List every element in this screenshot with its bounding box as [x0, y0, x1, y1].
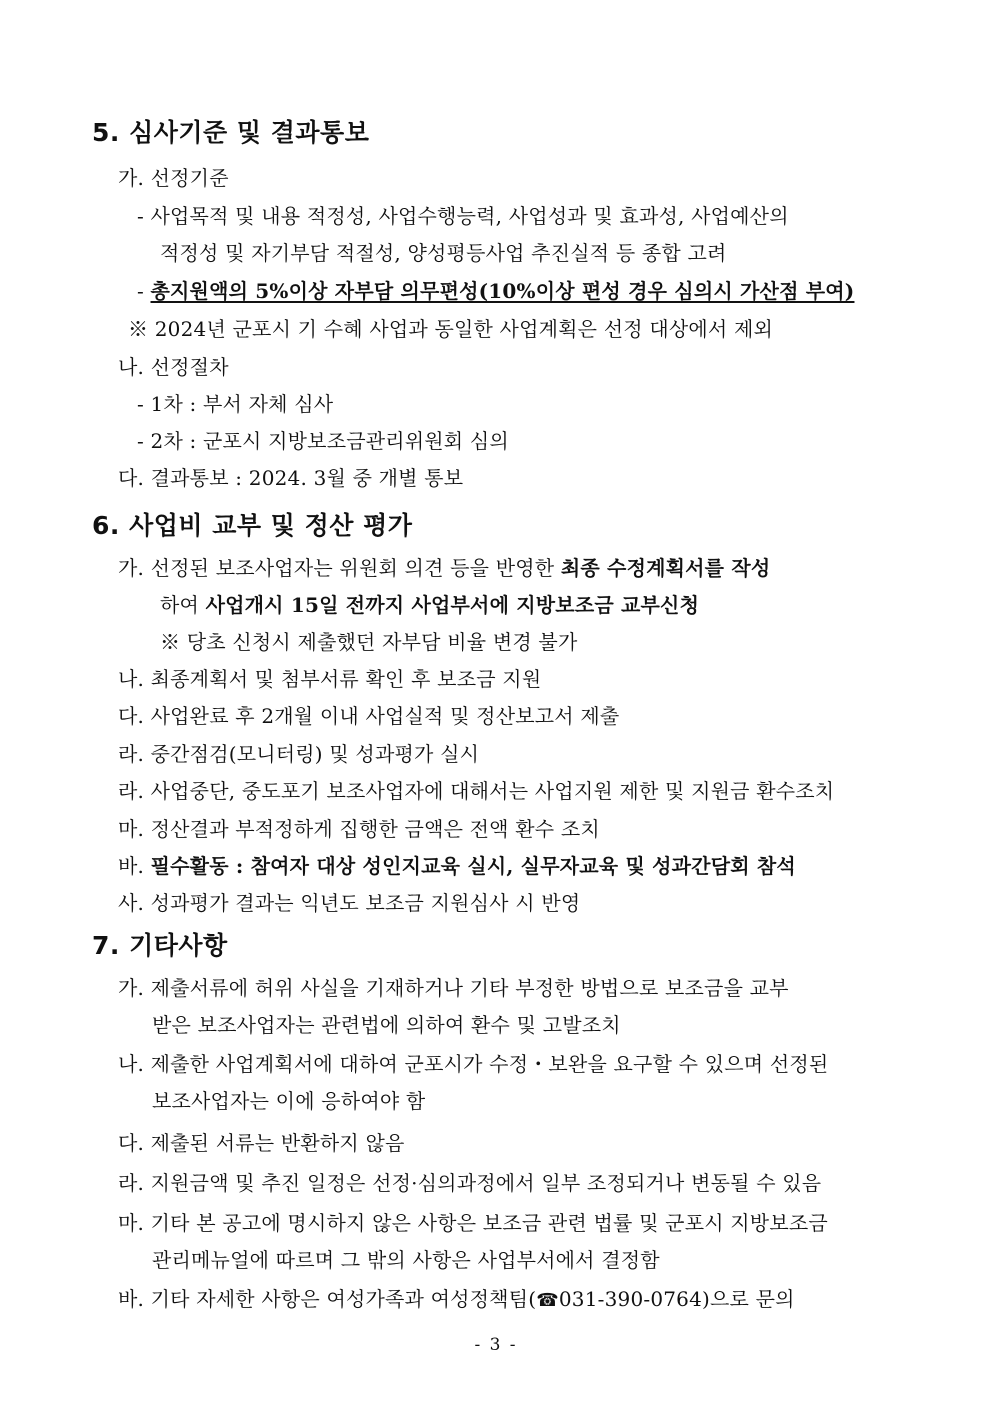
s5-item-ga: 가. 선정기준: [118, 166, 229, 190]
s5-item-na: 나. 선정절차: [118, 355, 229, 379]
s6-ga-text: 가. 선정된 보조사업자는 위원회 의견 등을 반영한: [118, 556, 561, 580]
s7-item-ma-line2: 관리메뉴얼에 따르며 그 밖의 사항은 사업부서에서 결정함: [152, 1248, 660, 1272]
s6-ga-emphasis2: 사업개시 15일 전까지 사업부서에 지방보조금 교부신청: [205, 593, 700, 617]
s7-item-ba: [118, 1283, 795, 1312]
s6-ba-marker: 바.: [118, 854, 151, 878]
s6-item-na: 나. 최종계획서 및 첨부서류 확인 후 보조금 지원: [118, 667, 542, 691]
s6-item-ga-line1: [118, 552, 770, 581]
s5-na-dash2: - 2차 : 군포시 지방보조금관리위원회 심의: [137, 429, 509, 453]
s7-item-ma-line1: 마. 기타 본 공고에 명시하지 않은 사항은 보조금 관련 법률 및 군포시 지방보조금: [118, 1211, 828, 1235]
s7-item-na-line1: 나. 제출한 사업계획서에 대하여 군포시가 수정・보완을 요구할 수 있으며 선정된: [118, 1052, 829, 1076]
s6-ga-note: ※ 당초 신청시 제출했던 자부담 비율 변경 불가: [160, 630, 578, 654]
section-5-heading: 5. 심사기준 및 결과통보: [92, 118, 370, 147]
s5-ga-dash2-emphasis: 총지원액의 5%이상 자부담 의무편성(10%이상 편성 경우 심의시 가산점 부여): [150, 279, 855, 303]
s6-ga-text2: 하여: [160, 593, 206, 617]
s6-item-ba: [118, 850, 796, 879]
s7-item-ga-line2: 받은 보조사업자는 관련법에 의하여 환수 및 고발조치: [152, 1013, 621, 1037]
s7-ba-text: 바. 기타 자세한 사항은 여성가족과 여성정책팀(: [118, 1287, 537, 1311]
s6-ga-emphasis: 최종 수정계획서를 작성: [560, 556, 771, 580]
s5-ga-dash1-line2: 적정성 및 자기부담 적절성, 양성평등사업 추진실적 등 종합 고려: [160, 241, 727, 265]
s6-item-da: 다. 사업완료 후 2개월 이내 사업실적 및 정산보고서 제출: [118, 704, 620, 728]
s6-item-ga-line2: [160, 589, 699, 618]
s7-item-ra: 라. 지원금액 및 추진 일정은 선정·심의과정에서 일부 조정되거나 변동될 수 있음: [118, 1171, 822, 1195]
section-6-heading: 6. 사업비 교부 및 정산 평가: [92, 511, 413, 540]
section-7-heading: 7. 기타사항: [92, 931, 228, 960]
s6-ba-emphasis: 필수활동 : 참여자 대상 성인지교육 실시, 실무자교육 및 성과간담회 참석: [150, 854, 796, 878]
s5-ga-dash1-line1: [137, 200, 895, 229]
s5-ga-dash2: [137, 275, 854, 304]
s6-item-sa: 사. 성과평가 결과는 익년도 보조금 지원심사 시 반영: [118, 891, 581, 915]
s6-item-ra2: 라. 사업중단, 중도포기 보조사업자에 대해서는 사업지원 제한 및 지원금 환수조치: [118, 779, 835, 803]
dash-marker: -: [137, 279, 151, 303]
s5-ga-note: ※ 2024년 군포시 기 수혜 사업과 동일한 사업계획은 선정 대상에서 제외: [128, 317, 773, 341]
s7-ba-phone: 031-390-0764)으로 문의: [558, 1287, 795, 1311]
s7-item-da: 다. 제출된 서류는 반환하지 않음: [118, 1131, 405, 1155]
s6-item-ma: 마. 정산결과 부적정하게 집행한 금액은 전액 환수 조치: [118, 817, 600, 841]
page-number: - 3 -: [474, 1335, 518, 1355]
s6-item-ra1: 라. 중간점검(모니터링) 및 성과평가 실시: [118, 742, 480, 766]
telephone-icon: ☎: [536, 1290, 559, 1311]
s5-na-dash1: - 1차 : 부서 자체 심사: [137, 392, 334, 416]
s5-ga-dash1-text: - 사업목적 및 내용 적정성, 사업수행능력, 사업성과 및 효과성, 사업예산의: [137, 204, 789, 228]
s7-item-na-line2: 보조사업자는 이에 응하여야 함: [152, 1089, 426, 1113]
s7-item-ga-line1: 가. 제출서류에 허위 사실을 기재하거나 기타 부정한 방법으로 보조금을 교부: [118, 976, 789, 1000]
s5-item-da: 다. 결과통보 : 2024. 3월 중 개별 통보: [118, 466, 464, 490]
